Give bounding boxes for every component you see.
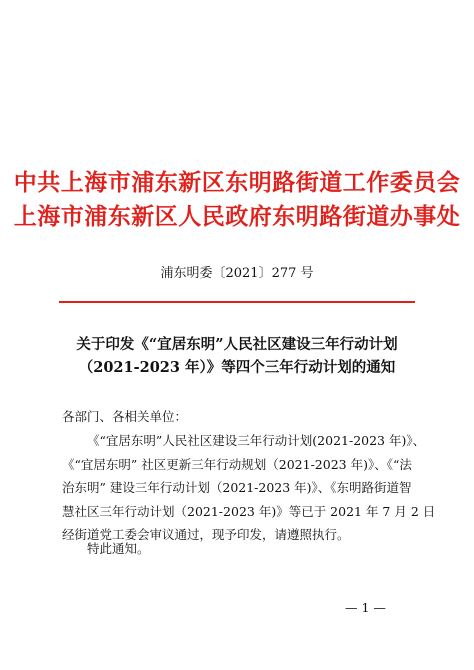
subject-line-2: （2021-2023 年）》等四个三年行动计划的通知 — [78, 359, 396, 376]
paragraph-line: 《“宜居东明”人民社区建设三年行动计划(2021-2023 年)》、 — [87, 433, 426, 448]
paragraph-line: 经街道党工委会审议通过，现予印发，请遵照执行。 — [62, 527, 350, 542]
paragraph-line: 治东明” 建设三年行动计划（2021-2023 年)》、《东明路街道智 — [62, 480, 412, 495]
salutation: 各部门、各相关单位： — [62, 409, 188, 424]
body-paragraph — [62, 429, 436, 547]
header-title-line-2: 上海市浦东新区人民政府东明路街道办事处 — [13, 203, 461, 230]
paragraph-line: 慧社区三年行动计划（2021-2023 年)》等已于 2021 年 7 月 2 日 — [62, 503, 436, 519]
document-number: 浦东明委〔2021〕277 号 — [160, 266, 314, 281]
header-title-line-1: 中共上海市浦东新区东明路街道工作委员会 — [13, 169, 461, 196]
paragraph-line: 《“宜居东明” 社区更新三年行动规划（2021-2023 年)》、《“法 — [62, 456, 412, 472]
closing-text: 特此通知。 — [87, 541, 150, 556]
page-number: — 1 — — [345, 600, 386, 615]
red-divider — [59, 301, 415, 303]
subject-line-1: 关于印发《“宜居东明”人民社区建设三年行动计划 — [76, 336, 398, 353]
